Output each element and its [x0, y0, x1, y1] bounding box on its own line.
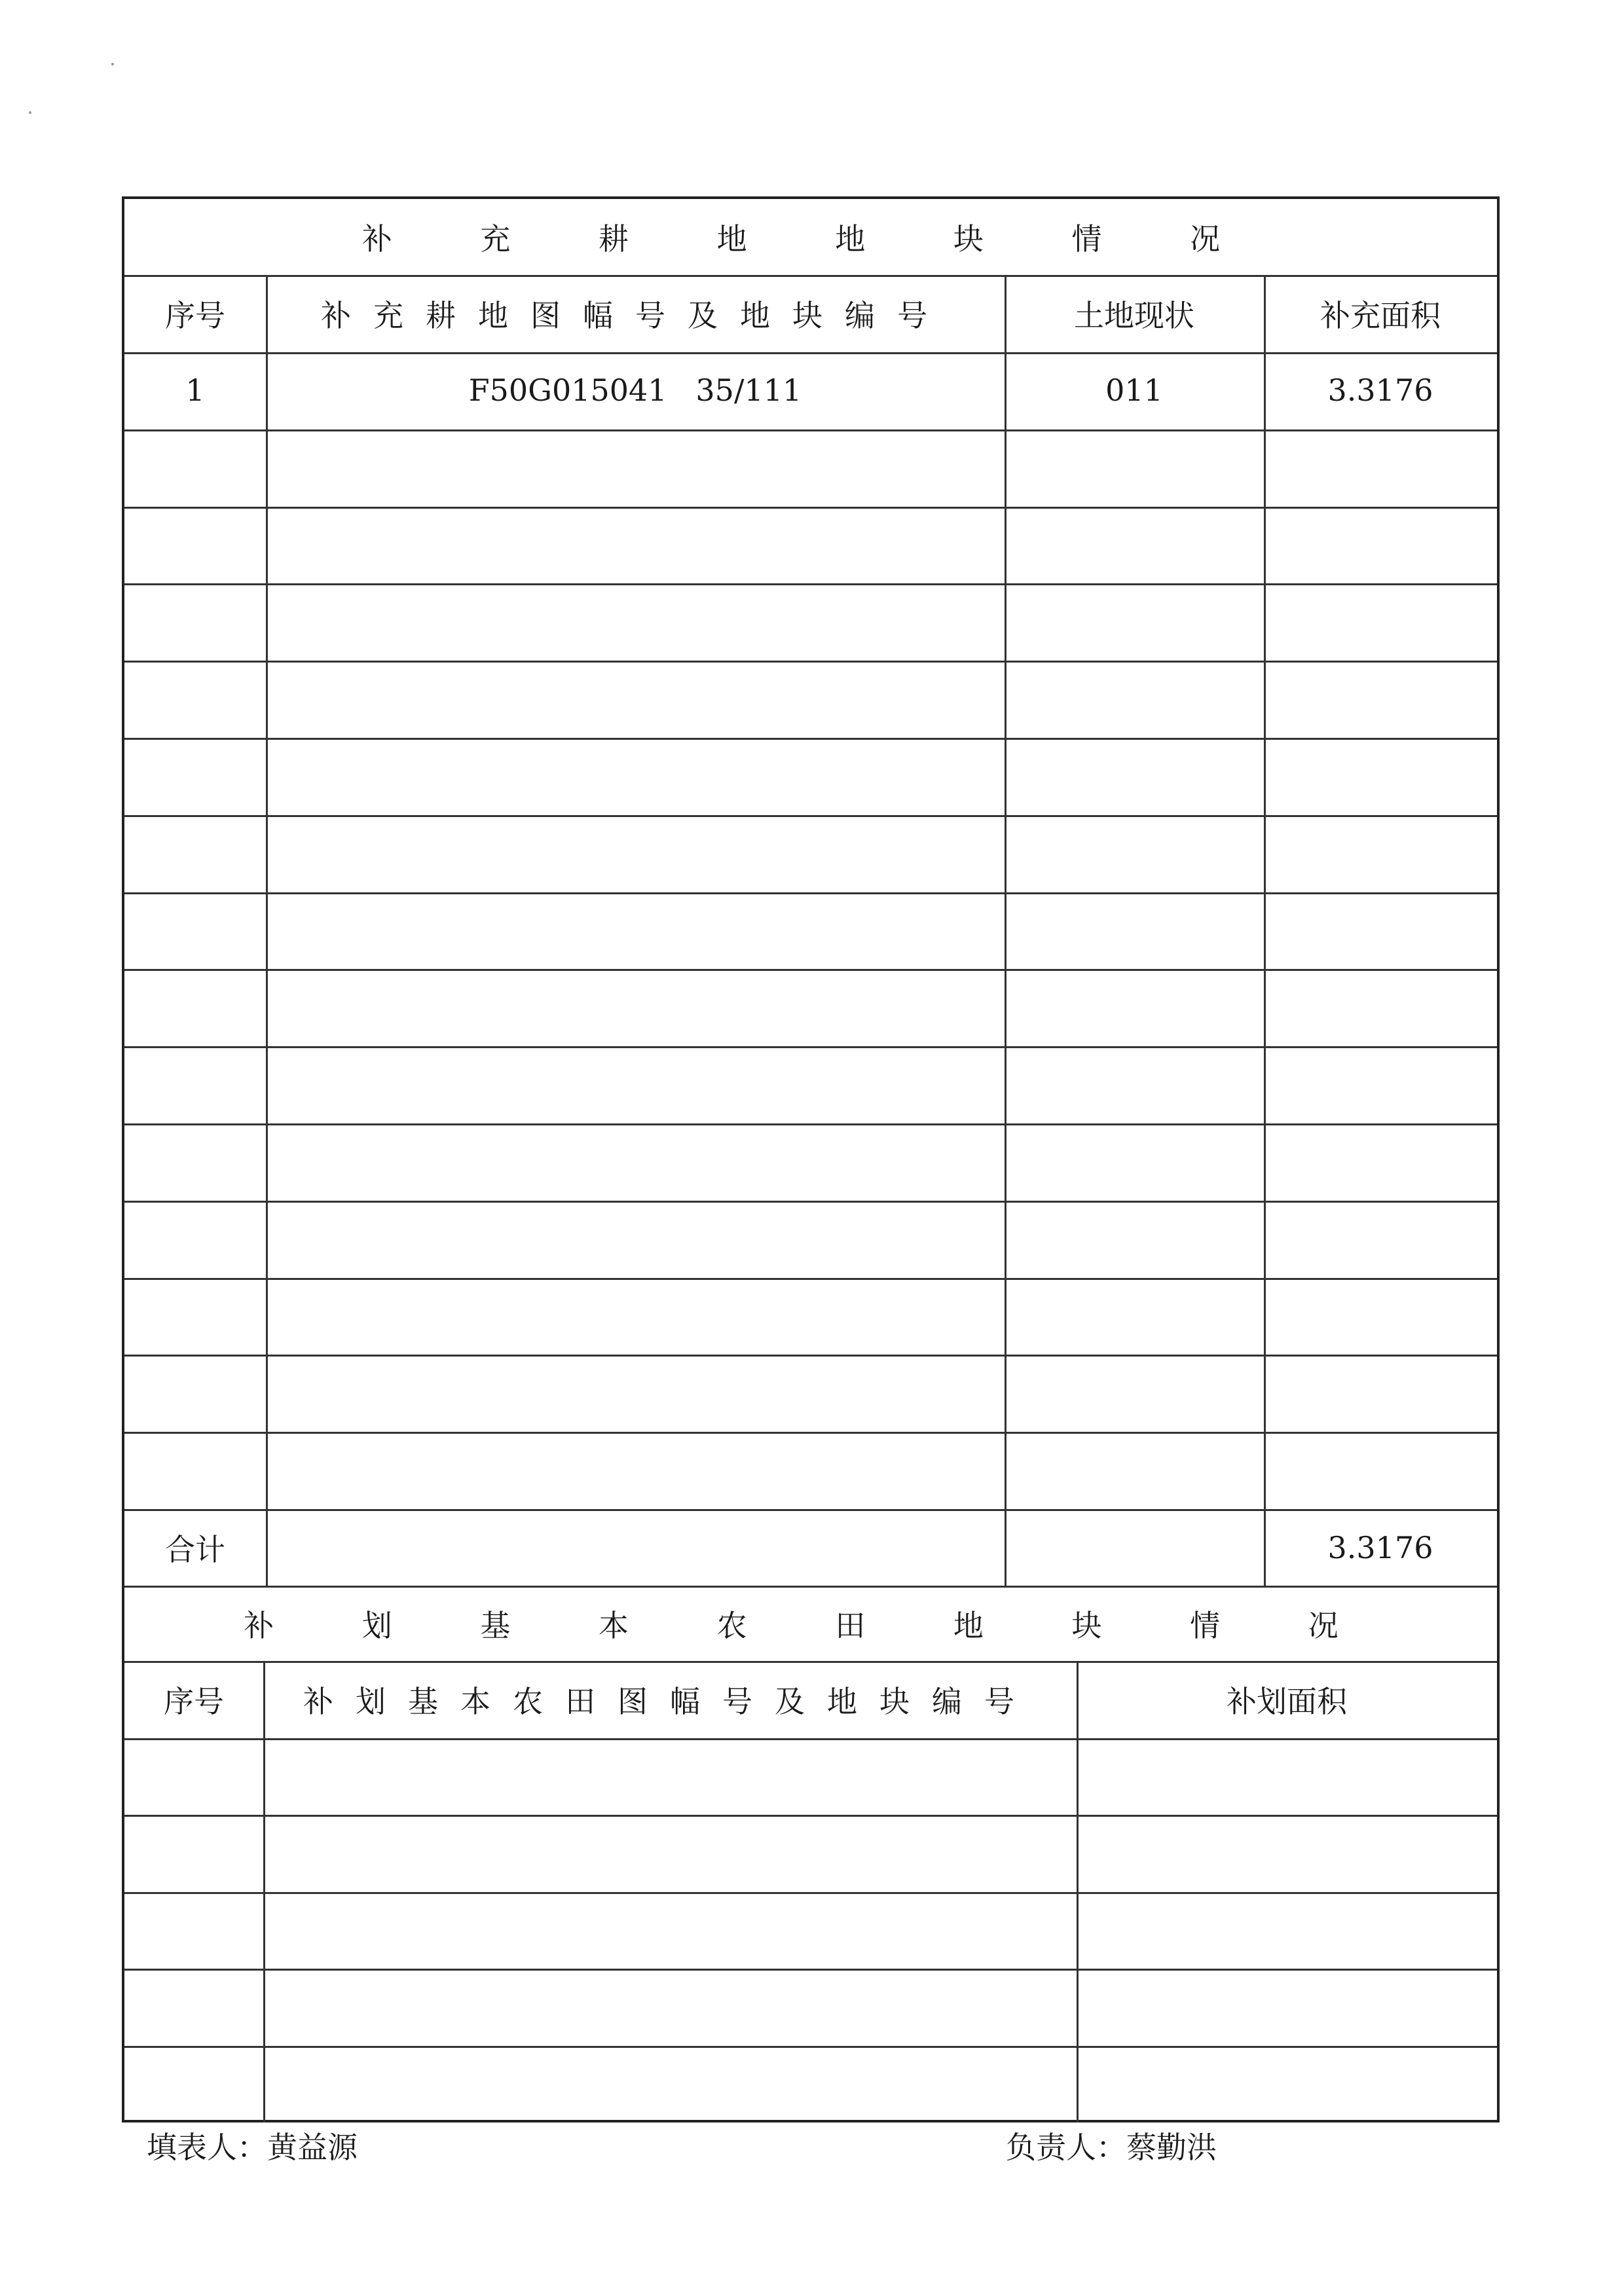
- table1-header-area: 补充面积: [1320, 298, 1441, 333]
- grid-line-horizontal: [124, 815, 1497, 817]
- scan-speck: [111, 63, 114, 65]
- table1-row1-land-status: 011: [1105, 373, 1163, 408]
- grid-line-horizontal: [124, 1201, 1497, 1203]
- grid-line-horizontal: [124, 1355, 1497, 1357]
- grid-line-horizontal: [124, 429, 1497, 431]
- table1-title: 补 充 耕 地 地 块 情 况: [361, 221, 1260, 257]
- table1-header-land-status: 土地现状: [1074, 298, 1194, 333]
- table1-total-label: 合计: [165, 1531, 225, 1567]
- grid-line-vertical: [1077, 1661, 1079, 2123]
- grid-line-horizontal: [124, 1509, 1497, 1511]
- grid-line-horizontal: [124, 1046, 1497, 1048]
- table1-row1-seq: 1: [185, 373, 205, 408]
- filler-signature: [147, 2124, 358, 2167]
- grid-line-horizontal: [124, 738, 1497, 740]
- table1-header-map-no: 补充耕地图幅号及地块编号: [321, 298, 950, 333]
- table1-row1-map-no: F50G015041 35/111: [468, 373, 802, 408]
- table2-header-map-no: 补划基本农田图幅号及地块编号: [303, 1684, 1037, 1719]
- form-sheet: [122, 196, 1500, 2123]
- grid-line-horizontal: [124, 1815, 1497, 1817]
- grid-line-horizontal: [124, 275, 1497, 277]
- grid-line-horizontal: [124, 1892, 1497, 1894]
- manager-label: 负责人：: [1006, 2130, 1126, 2165]
- table2-header-area: 补划面积: [1227, 1684, 1347, 1719]
- grid-line-horizontal: [124, 1432, 1497, 1434]
- grid-line-horizontal: [124, 892, 1497, 894]
- grid-line-horizontal: [124, 1969, 1497, 1971]
- manager-signature: [1006, 2124, 1217, 2167]
- table1-header-seq: 序号: [165, 298, 225, 333]
- grid-line-horizontal: [124, 1586, 1497, 1588]
- grid-line-vertical: [266, 275, 268, 1586]
- filler-label: 填表人：: [147, 2130, 267, 2165]
- table1-row1-area: 3.3176: [1327, 373, 1433, 408]
- grid-line-horizontal: [124, 661, 1497, 663]
- grid-line-horizontal: [124, 1278, 1497, 1280]
- grid-line-vertical: [263, 1661, 265, 2123]
- scan-speck: [29, 111, 31, 114]
- grid-line-horizontal: [124, 583, 1497, 585]
- grid-line-horizontal: [124, 1661, 1497, 1663]
- grid-line-vertical: [1005, 275, 1006, 1586]
- grid-line-vertical: [1264, 275, 1266, 1586]
- grid-line-horizontal: [124, 2046, 1497, 2048]
- filler-name: 黄益源: [267, 2130, 358, 2165]
- grid-line-horizontal: [124, 352, 1497, 354]
- table2-header-seq: 序号: [164, 1684, 224, 1719]
- manager-name: 蔡勤洪: [1126, 2130, 1217, 2165]
- grid-line-horizontal: [124, 507, 1497, 509]
- grid-line-horizontal: [124, 969, 1497, 971]
- table1-total-area: 3.3176: [1327, 1529, 1433, 1565]
- grid-line-horizontal: [124, 1123, 1497, 1125]
- grid-line-horizontal: [124, 1738, 1497, 1740]
- table2-title: 补 划 基 本 农 田 地 块 情 况: [244, 1607, 1378, 1643]
